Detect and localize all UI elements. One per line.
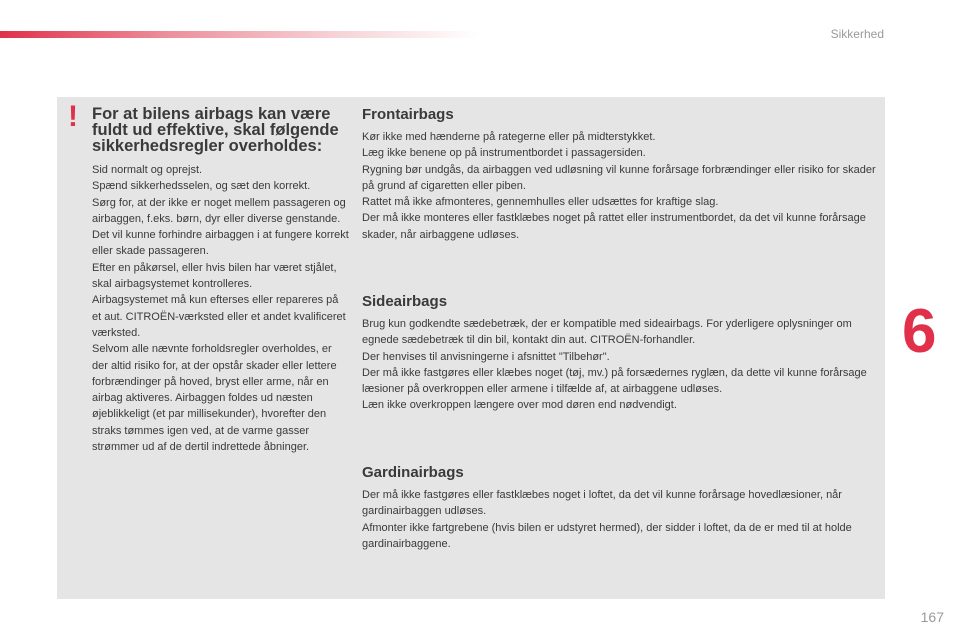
header-accent-bar — [0, 31, 480, 38]
frontairbags-title: Frontairbags — [362, 106, 454, 123]
frontairbags-section — [362, 106, 880, 243]
warning-heading: For at bilens airbags kan være fuldt ud effektive, skal følgende sikkerhedsregler overholdes: — [92, 105, 339, 155]
section-title: Sikkerhed — [830, 27, 884, 41]
gardinairbags-title: Gardinairbags — [362, 464, 464, 481]
frontairbags-body: Kør ikke med hænderne på rategerne eller på midterstykket. Læg ikke benene op på instrumentbordet i passagersiden. Rygning bør undgås, da airbaggen ved udløsning vil kunne forårsage forbrændinger eller risiko for skader på grund af cigaretten eller piben. Rattet må ikke afmonteres, gennemhulles eller udsættes for kraftige slag. Der må ikke monteres eller fastklæbes noget på rattet eller instrumentbordet, da det vil kunne forårsage skader, når airbaggene udløses. — [362, 131, 876, 241]
sideairbags-title: Sideairbags — [362, 293, 448, 310]
sideairbags-body: Brug kun godkendte sædebetræk, der er kompatible med sideairbags. For yderligere oplysninger om egnede sædebetræk til din bil, kontakt din aut. CITROËN-forhandler. Der henvises til anvisningerne i afsnittet "Tilbehør". Der må ikke fastgøres eller klæbes noget (tøj, mv.) på forsædernes ryglæn, da dette vil kunne forårsage læsioner på overkroppen eller armene i tilfælde af, at airbaggene udløses. Læn ikke overkroppen længere over mod døren end nødvendigt. — [362, 318, 867, 412]
gardinairbags-body: Der må ikke fastgøres eller fastklæbes noget i loftet, da det vil kunne forårsage hovedlæsioner, når gardinairbaggen udløses. Afmonter ikke fartgrebene (hvis bilen er udstyret hermed), der sidder i loftet, da de er med til at holde gardinairbaggene. — [362, 489, 852, 550]
warning-body: Sid normalt og oprejst. Spænd sikkerhedsselen, og sæt den korrekt. Sørg for, at der ikke er noget mellem passageren og airbaggen, f.eks. børn, dyr eller diverse genstande. Det vil kunne forhindre airbaggen i at fungere korrekt eller skade passageren. Efter en påkørsel, eller hvis bilen har været stjålet, skal airbagsystemet kontrolleres. Airbagsystemet må kun efterses eller repareres på et aut. CITROËN-værksted eller et andet kvalificeret værksted. Selvom alle nævnte forholdsregler overholdes, er der altid risiko for, at der opstår skader eller lettere forbrændinger på hoved, bryst eller arme, når en airbag aktiveres. Airbaggen foldes ud næsten øjeblikkeligt (et par millisekunder), hvorefter den straks tømmes igen ved, at de varme gasser strømmer ud af de dertil indrettede åbninger. — [92, 164, 349, 454]
warning-icon: ! — [68, 100, 78, 133]
gardinairbags-section — [362, 464, 880, 552]
chapter-number: 6 — [902, 297, 937, 366]
sideairbags-section — [362, 293, 880, 414]
page-number: 167 — [920, 609, 944, 625]
